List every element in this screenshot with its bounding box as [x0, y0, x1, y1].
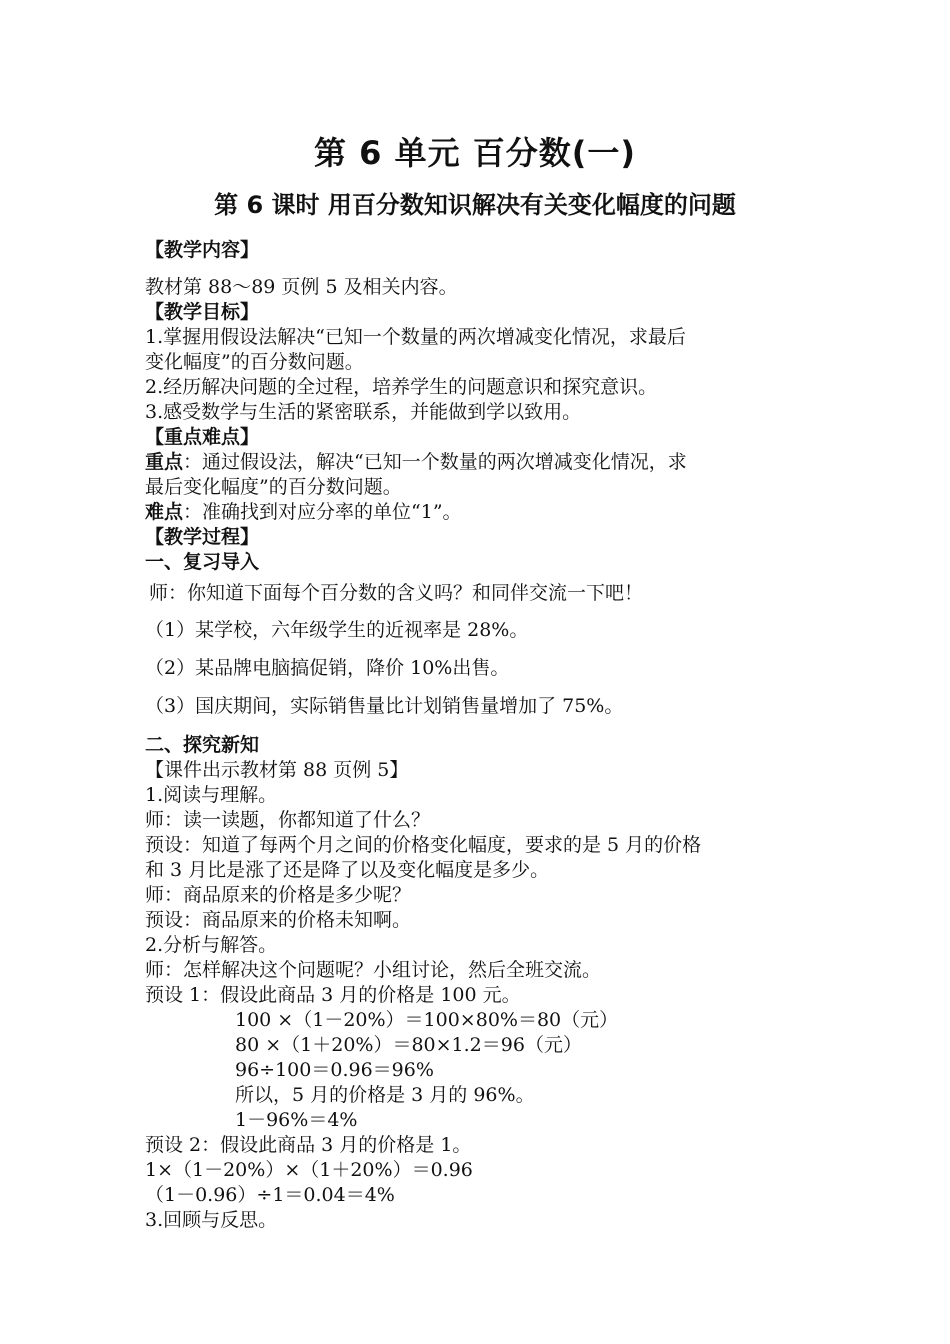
heading-key-points: 【重点难点】	[145, 426, 260, 448]
lesson-subtitle: 第 6 课时 用百分数知识解决有关变化幅度的问题	[214, 191, 736, 219]
courseware-note: 【课件出示教材第 88 页例 5】	[145, 759, 409, 781]
question-2: （2）某品牌电脑搞促销，降价 10%出售。	[145, 657, 510, 679]
solution-2: 预设 2：假设此商品 3 月的价格是 1。	[145, 1134, 472, 1156]
preset-1a: 预设：知道了每两个月之间的价格变化幅度，要求的是 5 月的价格	[145, 834, 702, 856]
section-explore: 二、探究新知	[145, 734, 260, 756]
teacher-line-1: 师：读一读题，你都知道了什么？	[145, 809, 431, 831]
key-label: 重点	[145, 451, 184, 473]
calc-7: （1－0.96）÷1＝0.04＝4%	[145, 1184, 395, 1206]
heading-process: 【教学过程】	[145, 526, 260, 548]
calc-1: 100 ×（1－20%）＝100×80%＝80（元）	[235, 1009, 619, 1031]
document-body	[145, 238, 825, 1233]
calc-3: 96÷100＝0.96＝96%	[235, 1059, 434, 1081]
step-3: 3.回顾与反思。	[145, 1209, 278, 1231]
preset-2: 预设：商品原来的价格未知啊。	[145, 909, 412, 931]
heading-content: 【教学内容】	[145, 239, 260, 261]
solution-1: 预设 1：假设此商品 3 月的价格是 100 元。	[145, 984, 521, 1006]
question-1: （1）某学校，六年级学生的近视率是 28%。	[145, 619, 529, 641]
step-1: 1.阅读与理解。	[145, 784, 278, 806]
calc-6: 1×（1－20%）×（1＋20%）＝0.96	[145, 1159, 473, 1181]
goal-1a: 1.掌握用假设法解决“已知一个数量的两次增减变化情况，求最后	[145, 326, 686, 348]
goal-2: 2.经历解决问题的全过程，培养学生的问题意识和探究意识。	[145, 376, 658, 398]
difficulty-label: 难点	[145, 501, 184, 523]
heading-goals: 【教学目标】	[145, 301, 260, 323]
calc-5: 1－96%＝4%	[235, 1109, 358, 1131]
content-text: 教材第 88～89 页例 5 及相关内容。	[145, 276, 458, 298]
goal-1b: 变化幅度”的百分数问题。	[145, 351, 364, 373]
difficulty-text: ：准确找到对应分率的单位“1”。	[183, 501, 462, 523]
key-text: ：通过假设法，解决“已知一个数量的两次增减变化情况，求	[183, 451, 687, 473]
step-2: 2.分析与解答。	[145, 934, 278, 956]
teacher-line-2: 师：商品原来的价格是多少呢？	[145, 884, 412, 906]
key-point-a	[145, 450, 825, 475]
question-3: （3）国庆期间，实际销售量比计划销售量增加了 75%。	[145, 695, 624, 717]
calc-4: 所以，5 月的价格是 3 月的 96%。	[235, 1084, 535, 1106]
calc-2: 80 ×（1＋20%）＝80×1.2＝96（元）	[235, 1034, 582, 1056]
page-title: 第 6 单元 百分数(一)	[314, 134, 636, 172]
difficulty	[145, 500, 825, 525]
key-point-b: 最后变化幅度”的百分数问题。	[145, 476, 402, 498]
section-review: 一、复习导入	[145, 551, 260, 573]
goal-3: 3.感受数学与生活的紧密联系，并能做到学以致用。	[145, 401, 582, 423]
teacher-line-3: 师：怎样解决这个问题呢？小组讨论，然后全班交流。	[145, 959, 602, 981]
question-intro: 师：你知道下面每个百分数的含义吗？和同伴交流一下吧！	[149, 582, 644, 604]
preset-1b: 和 3 月比是涨了还是降了以及变化幅度是多少。	[145, 859, 550, 881]
